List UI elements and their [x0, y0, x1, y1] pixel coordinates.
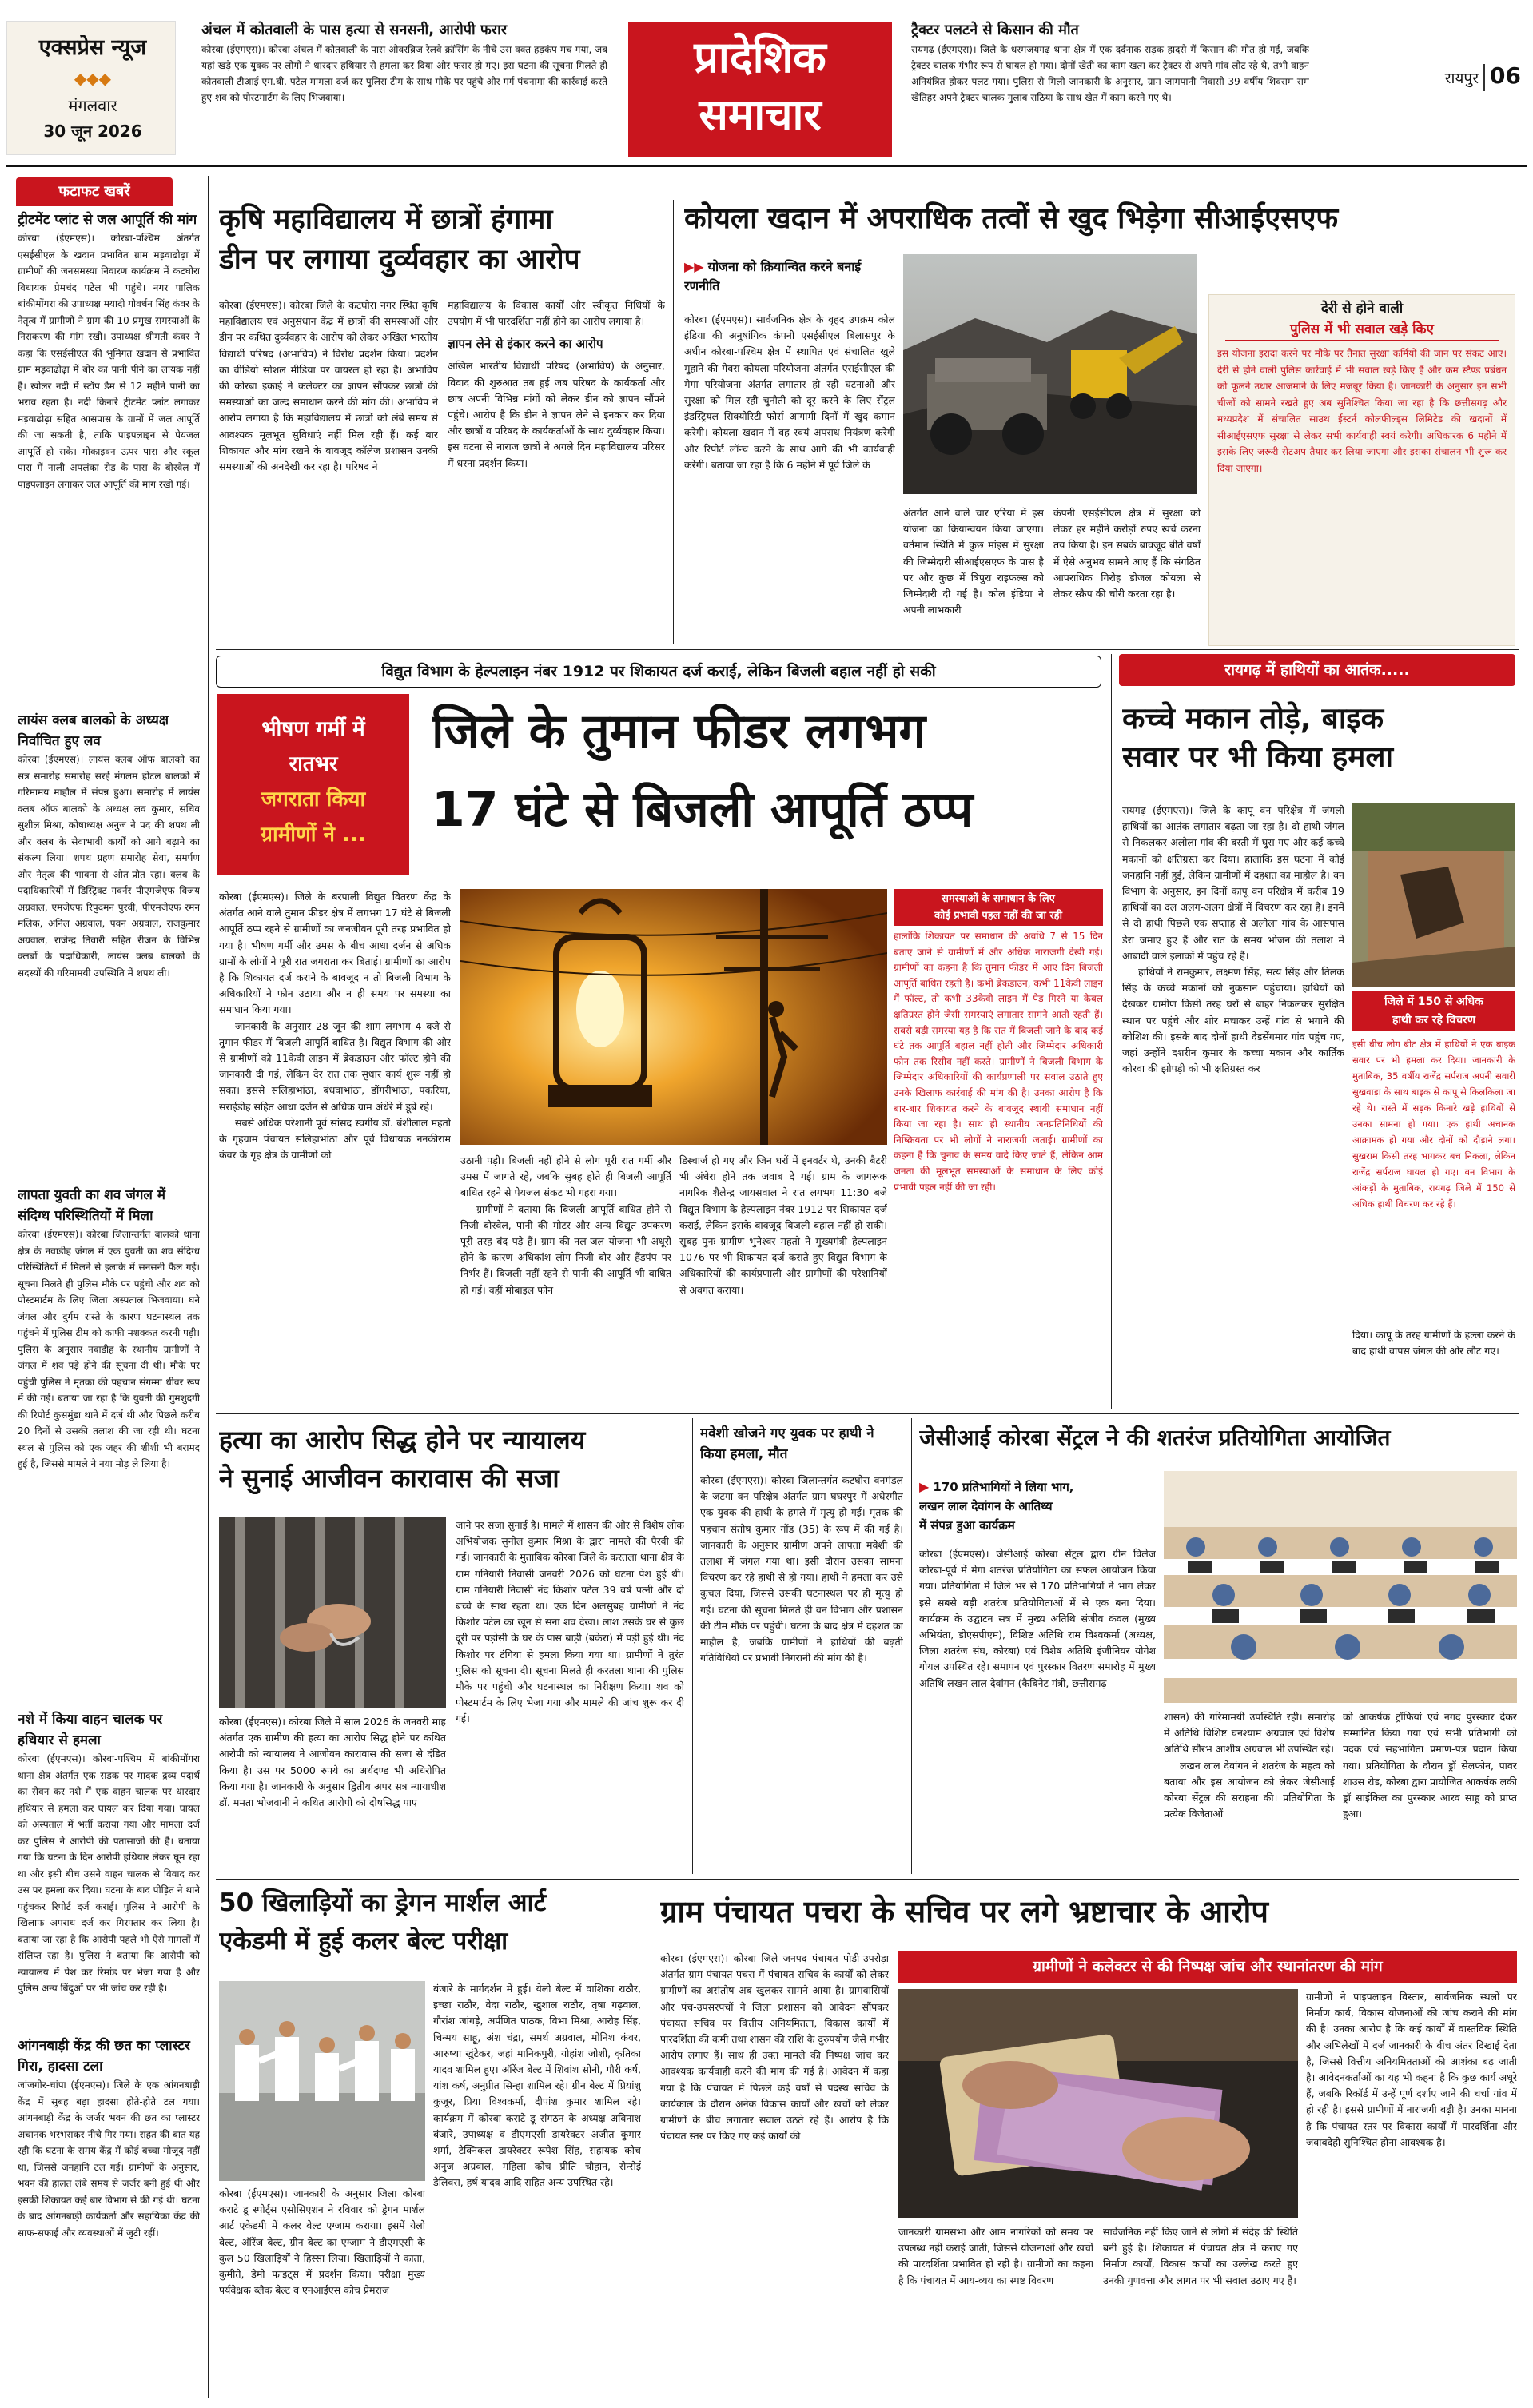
- damaged-house-photo: [1352, 803, 1515, 987]
- elephant-col1-wrap: रायगढ़ (ईएमएस)। जिले के कापू वन परिक्षेत्र में जंगली हाथियों का आतंक लगातार बढ़ता जा रहा है। दो हाथी जंगल से निकलकर अलोला गांव की बस्ती में घुस गए और कई कच्चे मकानों को क्षतिग्रस्त कर दिया। हालांकि इस घटना में कोई जनहानि नहीं हुई, लेकिन ग्रामीणों में दहशत का माहौल है। वन विभाग के अनुसार, इन दिनों कापू वन परिक्षेत्र में करीब 19 हाथियों का दल अलग-अलग क्षेत्रों में विचरण कर रहा है। इनमें से दो हाथी पिछले एक सप्ताह से अलोला गांव के आसपास डेरा जमाए हुए हैं और रात के समय भोजन की तलाश में आबादी वाले इलाकों में पहुंच रहे हैं। हाथियों ने रामकुमार, लक्ष्मण सिंह, सत्य सिंह और तिलक सिंह के कच्चे मकानों को नुकसान पहुंचाया। हाथियों को देखकर ग्रामीण किसी तरह घरों से बाहर निकलकर सुरक्षित स्थान पर पहुंचे और शोर मचाकर उन्हें गांव से भगाने की कोशिश की। इसके बाद दोनों हाथी देडसेंगमार गांव पहुंच गए, जहां उन्होंने दशरीन कुमार के कच्चा मकान और कार्तिक कोरवा की झोपड़ी को भी क्षतिग्रस्त कर: [1122, 804, 1344, 1075]
- agri-col2-top: महाविद्यालय के विकास कार्यों और स्वीकृत निधियों के उपयोग में भी पारदर्शिता नहीं होने का आरोप लगाया है।: [448, 299, 665, 328]
- fatafat-item1-title: ट्रीटमेंट प्लांट से जल आपूर्ति की मांग: [18, 212, 197, 228]
- karate-col2: बंजारे के मार्गदर्शन में हुई। येलो बेल्ट में वाशिका राठौर, इच्छा राठौर, वेदा राठौर, खुशाल राठौर, तृषा गढ़वाल, गौरांश जांगड़े, अर्पणित पाठक, विभा मिश्रा, आरोह सिंह, चिन्मय साहू, अंश चंद्रा, समर्थ अग्रवाल, मोनिश कंवर, आरुष्या खुंटेकर, जहां मानिकपुरी, योहांश जोशी, कृतिका यादव शामिल हुए। ऑरेंज बेल्ट में शिवांश सोनी, गौरी कर्ष, यांश कर्ष, अनुप्रीत सिन्हा शामिल रहे। ग्रीन बेल्ट में प्रियांशु कुजूर, प्रिया विश्वकर्मा, दीपांश कुमार शामिल रहे। कार्यक्रम में कोरबा कराटे डू संगठन के अध्यक्ष अविनाश बंजारे, उपाध्यक्ष व डीएमएसी डायरेक्टर अजीत कुमार शर्मा, टेक्निकल डायरेक्टर रूपेश सिंह, सहायक कोच अनुज अग्रवाल, महिला कोच प्रीति चौहान, सेन्सेई डेलिवस, हर्ष यादव आदि सहित अन्य उपस्थित रहे।: [433, 1983, 641, 2189]
- power-headline-line2: 17 घंटे से बिजली आपूर्ति ठप्प: [432, 782, 974, 838]
- kicker-arrow-icon: ▶: [919, 1479, 930, 1494]
- coal-col2: अंतर्गत आने वाले चार एरिया में इस योजना का क्रियान्वयन किया जाएगा। वर्तमान स्थिति में कुछ मांइस में सुरक्षा की जिम्मेदारी सीआईएसएफ के पास है पर और कुछ में त्रिपुरा राइफल्स को जिम्मेदारी दी गई है। कोल इंडिया ने अपनी लाभकारी: [903, 507, 1044, 616]
- coal-sidebox: [1208, 294, 1515, 646]
- elephant-count-box: जिले में 150 से अधिक हाथी कर रहे विचरण: [1352, 991, 1515, 1031]
- top-left-brief-text: कोरबा (ईएमएस)। कोरबा अंचल में कोतवाली के पास ओवरब्रिज रेलवे क्रॉसिंग के नीचे उस वक्त हड़कंप मच गया, जब यहां खड़े एक युवक पर लोगों ने धारदार हथियार से हमला कर दिया और फरार हो गए। इस घटना की सूचना मिलते ही कोतवाली टीआई एम.बी. पटेल मामला दर्ज कर पुलिस टीम के साथ मौके पर पहुंचे और मर्ग पंचनामा की कार्रवाई करते हुए शव को पोस्टमार्टम के लिए भिजवाया।: [201, 44, 607, 103]
- chess-headline: जेसीआई कोरबा सेंट्रल ने की शतरंज प्रतियोगिता आयोजित: [919, 1425, 1391, 1451]
- coal-sidebox-title-line2: पुलिस में भी सवाल खड़े किए: [1225, 319, 1499, 341]
- cattle-headline: मवेशी खोजने गए युवक पर हाथी ने किया हमला, मौत: [700, 1425, 874, 1462]
- panchayat-headline: ग्राम पंचायत पचरा के सचिव पर लगे भ्रष्टाचार के आरोप: [660, 1894, 1268, 1929]
- power-problem-text: हालांकि शिकायत पर समाधान की अवधि 7 से 15 दिन बताए जाने से ग्रामीणों में और अधिक नाराजगी देखी गई। ग्रामीणों का कहना है कि तुमान फीडर में आए दिन बिजली आपूर्ति बाधित रहती है। कभी ब्रेकडाउन, कभी 11केवी लाइन में फॉल्ट, तो कभी 33केवी लाइन में पेड़ गिरने या केबल क्षतिग्रस्त होने जैसी समस्याएं लगातार सामने आती रहती हैं। सबसे बड़ी समस्या यह है कि रात में बिजली जाने के बाद कई घंटे तक आपूर्ति बहाल नहीं होती और जिम्मेदार अधिकारी फोन तक रिसीव नहीं करते। ग्रामीणों ने बिजली विभाग के जिम्मेदार अधिकारियों की कार्यप्रणाली पर सवाल उठाते हुए उनके खिलाफ कार्रवाई की मांग की है। उनका आरोप है कि बार-बार शिकायत करने के बावजूद स्थायी समाधान नहीं किया जा रहा है। साथ ही स्थानीय जनप्रतिनिधियों की निष्क्रियता पर भी लोगों ने नाराजगी जताई। ग्रामीणों का कहना है कि चुनाव के समय वादे किए जाते हैं, लेकिन आम जनता की मूलभूत समस्याओं के समाधान के लिए कोई प्रभावी पहल नहीं की जा रही।: [894, 931, 1103, 1193]
- section-title-line1: प्रादेशिक: [694, 32, 826, 82]
- day: मंगलवार: [68, 96, 117, 115]
- elephant-col2: दिया। कापू के तरह ग्रामीणों के हल्ला करने के बाद हाथी वापस जंगल की ओर लौट गए।: [1352, 1329, 1515, 1357]
- agri-headline-line1: कृषि महाविद्यालय में छात्रों हंगामा: [219, 204, 553, 236]
- murder-cattle-rule: [692, 1418, 693, 1874]
- fatafat-item1-text: कोरबा (ईएमएस)। कोरबा-पश्चिम अंतर्गत एसईसीएल के खदान प्रभावित ग्राम मड़वाढोढ़ा में ग्रामीणों की जनसमस्या निवारण कार्यक्रम में कटघोरा विधायक प्रेमचंद पटेल भी पहुंचे। नगर पालिक बांकीमोंगरा की उपाध्यक्ष मयादी गोवर्धन सिंह कंवर के नेतृत्व में ग्रामीणों ने ग्राम की 10 प्रमुख समस्याओं के निराकरण की मांग रखी। उपाध्यक्ष श्रीमती कंवर ने कहा कि एसईसीएल की भूमिगत खदान से प्रभावित ग्राम मड़वाढोढ़ा में बोर का पानी पीने का लायक नहीं है। खोलर नदी में स्टॉप डैम से 12 महीने पानी का भराव रहता है। नदी किनारे ट्रीटमेंट प्लांट लगाकर मड़वाढोढ़ा सहित आसपास के ग्रामों में जल आपूर्ति की जा सकती है, ताकि पाइपलाइन से पेयजल आपूर्ति हो सके। मोकाइवन ऊपर पारा और स्कूल पारा में नाली अपलंका रोड़ के पास के बोरवेल में पाइपलाइन लगाकर जल आपूर्ति की मांग रखी गई।: [18, 233, 200, 490]
- murder-headline-line2: ने सुनाई आजीवन कारावास की सजा: [219, 1463, 559, 1493]
- page-separator: [1483, 64, 1485, 91]
- top-right-brief-text: रायगढ़ (ईएमएस)। जिले के धरमजयगढ़ थाना क्षेत्र में एक दर्दनाक सड़क हादसे में किसान की मौत हो गई, जबकि ट्रैक्टर चालक गंभीर रूप से घायल हो गया। दोनों खेती का काम खत्म कर ट्रैक्टर से अपने गांव लौट रहे थे, तभी वाहन अनियंत्रित होकर पलट गया। पुलिस से मिली जानकारी के अनुसार, ग्राम जामपानी निवासी 39 वर्षीय शिवराम राम खेतिहर अपने ट्रैक्टर चालक गुलाब राठिया के साथ खेत में काम करने गए थे।: [911, 44, 1309, 103]
- coal-headline: कोयला खदान में अपराधिक तत्वों से खुद भिड़ेगा सीआईएसएफ: [684, 202, 1339, 235]
- murder-col2: जाने पर सजा सुनाई है। मामले में शासन की ओर से विशेष लोक अभियोजक सुनील कुमार मिश्रा के द्वारा मामले की पैरवी की गई। जानकारी के मुताबिक कोरबा जिले के करतला थाना क्षेत्र के ग्राम गनियारी निवासी जनवरी 2026 को घटना पेश हुई थी। ग्राम गनियारी निवासी नंद किशोर पटेल 39 वर्ष पत्नी और दो बच्चे के साथ रहता था। एक दिन अलसुबह ग्रामीणों ने नंद किशोर पटेल का खून से सना शव देखा। लाश उसके घर से कुछ दूरी पर पड़ोसी के घर के पास बाड़ी (बकेरा) में पड़ी हुई थी। नंद किशोर पर टंगिया से हमला किया गया था। ग्रामीणों ने तुरंत पुलिस को सूचना दी। सूचना मिलते ही करतला थाना की पुलिस मौके पर पहुंची और घटनास्थल का निरीक्षण किया। शव को पोस्टमार्टम के लिए भेजा गया और मामले की जांच शुरू कर दी गई।: [456, 1519, 684, 1725]
- section-banner: [628, 22, 892, 157]
- coal-col3: कंपनी एसईसीएल क्षेत्र में सुरक्षा को लेकर हर महीने करोड़ों रुपए खर्च करना तय किया है। इन सबके बावजूद बीते वर्षों में ऐसे अनुभव सामने आए हैं कि संगठित आपराधिक गिरोह डीजल कोयला से लेकर स्क्रैप की चोरी करता रहा है।: [1053, 507, 1201, 600]
- karate-headline-line2: एकेडमी में हुई कलर बेल्ट परीक्षा: [219, 1927, 508, 1956]
- panchayat-band: ग्रामीणों ने कलेक्टर से की निष्पक्ष जांच और स्थानांतरण की मांग: [898, 1951, 1517, 1983]
- kicker-arrow-icon: ▶▶: [684, 259, 704, 274]
- fatafat-column: [18, 209, 200, 2400]
- fatafat-item2-text: कोरबा (ईएमएस)। लायंस क्लब ऑफ बालको का सत्र समारोह समारोह सरई मंगलम होटल बालको में गरिमामय माहौल में संपन्न हुआ। समारोह में लायंस क्लब ऑफ बालको के अध्यक्ष लव कुमार, सचिव सुशील मिश्रा, कोषाध्यक्ष अनुज ने पद की शपथ ली और क्लब के सेवाभावी कार्यों को आगे बढ़ाने का संकल्प लिया। शपथ ग्रहण समारोह सेवा, समर्पण और नेतृत्व की भावना से ओत-प्रोत रहा। क्लब के पदाधिकारियों में डिस्ट्रिक्ट गवर्नर पीएमजेएफ विजय अग्रवाल, एमजेएफ रिपुदमन पुरवी, पीएमजेएफ रमन मलिक, अनिल अग्रवाल, पवन अग्रवाल, राजकुमार अग्रवाल, राजेन्द्र तिवारी सहित रीजन के विभिन्न क्लबों के पदाधिकारी, लायंस क्लब बालको के सदस्यों की गरिमामयी उपस्थिति में शपथ ली।: [18, 754, 200, 979]
- agri-col2: अखिल भारतीय विद्यार्थी परिषद (अभाविप) के अनुसार, विवाद की शुरुआत तब हुई जब परिषद के कार्यकर्ता और छात्र अपनी विभिन्न मांगों को लेकर डीन को ज्ञापन सौंपने पहुंचे। आरोप है कि डीन ने ज्ञापन लेने से इनकार कर दिया और छात्रों व परिषद के कार्यकर्ताओं के साथ दुर्व्यवहार किया। इस घटना से नाराज छात्रों ने अगले दिन महाविद्यालय परिसर में धरना-प्रदर्शन किया।: [448, 360, 665, 469]
- panchayat-col4: ग्रामीणों ने पाइपलाइन विस्तार, सार्वजनिक स्थलों पर निर्माण कार्य, विकास योजनाओं की जांच कराने की मांग की है। उनका आरोप है कि कई कार्यों में वास्तविक स्थिति और अभिलेखों में दर्ज जानकारी के बीच अंतर दिखाई देता है, जिससे वित्तीय अनियमितताओं की आशंका बढ़ जाती है। आवेदनकर्ताओं का यह भी कहना है कि कुछ कार्य अधूरे हैं, जबकि रिकॉर्ड में उन्हें पूर्ण दर्शाए जाने की चर्चा गांव में हो रही है। इससे ग्रामीणों में नाराजगी बढ़ी है। उनका मानना है कि पंचायत स्तर पर विकास कार्यों में पारदर्शिता और जवाबदेही सुनिश्चित होना आवश्यक है।: [1306, 1991, 1517, 2148]
- fatafat-item5-text: जांजगीर-चांपा (ईएमएस)। जिले के एक आंगनबाड़ी केंद्र में सुबह बड़ा हादसा होते-होते टल गया। आंगनबाड़ी केंद्र के जर्जर भवन की छत का प्लास्टर अचानक भरभराकर नीचे गिर गया। राहत की बात यह रही कि घटना के समय केंद्र में कोई बच्चा मौजूद नहीं था, जिससे जनहानि टल गई। ग्रामीणों के अनुसार, भवन की हालत लंबे समय से जर्जर बनी हुई थी और इसकी शिकायत कई बार विभाग से की गई थी। घटना के बाद आंगनबाड़ी कार्यकर्ता और सहायिका केंद्र की साफ-सफाई और व्यवस्थाओं में जुटी रहीं।: [18, 2079, 200, 2239]
- diamond-ornament: ◆◆◆: [74, 69, 112, 88]
- money-photo: [898, 1989, 1298, 2218]
- top-left-brief: [201, 19, 607, 155]
- agri-subhead: ज्ञापन लेने से इंकार करने का आरोप: [448, 337, 603, 352]
- chess-hall-photo: [1164, 1471, 1517, 1703]
- power-redbox: भीषण गर्मी में रातभर जगराता किया ग्रामीणों ने ...: [217, 694, 409, 875]
- karate-col1: कोरबा (ईएमएस)। जानकारी के अनुसार जिला कोरबा कराटे डू स्पोर्ट्स एसोसिएशन ने रविवार को ड्रेगन मार्शल आर्ट एकेडमी में कलर बेल्ट एग्जाम कराया। इसमें येलो बेल्ट, ऑरेंज बेल्ट, ग्रीन बेल्ट का एग्जाम ने डीएमएसी के कुल 50 खिलाड़ियों ने हिस्सा लिया। खिलाड़ियों ने काता, कुमीते, डेमो फाइट्स में प्रदर्शन किया। परीक्षा मुख्य पर्यवेक्षक ब्लैक बेल्ट व एनआईएस कोच प्रेमराज: [219, 2187, 425, 2297]
- elephant-topline: रायगढ़ में हाथियों का आतंक.....: [1119, 654, 1515, 686]
- agri-col1: कोरबा (ईएमएस)। कोरबा जिले के कटघोरा नगर स्थित कृषि महाविद्यालय एवं अनुसंधान केंद्र में छात्रों की समस्याओं और डीन पर कथित दुर्व्यवहार के आरोप को लेकर अखिल भारतीय विद्यार्थी परिषद (अभाविप) ने विरोध प्रदर्शन किया। प्रदर्शन का वीडियो सोशल मीडिया पर वायरल हो रहा है। अभाविप की कोरबा इकाई ने कलेक्टर का ज्ञापन सौंपकर छात्रों की समस्याओं का जल्द समाधान करने की मांग की। अभाविप ने आरोप लगाया है कि महाविद्यालय में छात्रों को लंबे समय से आवश्यक मूलभूत सुविधाएं नहीं मिल रही हैं। कई बार शिकायत और मांग रखने के बावजूद कॉलेज प्रशासन उनकी समस्याओं की अनदेखी कर रहा है। परिषद ने: [219, 299, 438, 473]
- agri-headline-line2: डीन पर लगाया दुर्व्यवहार का आरोप: [219, 244, 580, 276]
- coal-sidebox-text: इस योजना इरादा करने पर मौके पर तैनात सुरक्षा कर्मियों की जान पर संकट आए। देरी से होने वाली पुलिस कार्रवाई में भी सवाल खड़े किए हैं और कम स्टैण्ड प्रबंधन को फूलने उधार आजमाने के लिए मजबूर किया है। जानकारी के अनुसार इन सभी चीजों को सामने रखते हुए अब सुनिश्चित किया जा रहा है कि छत्तीसगढ़ और मध्यप्रदेश में संचालित साउथ ईस्टर्न कोलफील्ड्स लिमिटेड की खदानों में सीआईएसएफ सुरक्षा से लेकर सभी कार्यवाही स्वयं करेगी। अधिकारक 6 महीने में इसके लिए जरूरी सेटअप तैयार कर लिया जाएगा और इसका संचालन भी शुरू कर दिया जाएगा।: [1217, 348, 1507, 474]
- lantern-photo: [460, 889, 887, 1145]
- chess-kicker: ▶ 170 प्रतिभागियों ने लिया भाग, लखन लाल देवांगन के आतिथ्य में संपन्न हुआ कार्यक्रम: [919, 1479, 1074, 1533]
- power-topline-box: विद्युत विभाग के हेल्पलाइन नंबर 1912 पर शिकायत दर्ज कराई, लेकिन बिजली बहाल नहीं हो सकी: [216, 656, 1101, 688]
- chess-col1: कोरबा (ईएमएस)। जेसीआई कोरबा सेंट्रल द्वारा ग्रीन विलेज कोरबा-पूर्व में मेगा शतरंज प्रतियोगिता का सफल आयोजन किया गया। प्रतियोगिता में जिले भर से 170 प्रतिभागियों ने भाग लेकर इसे सबसे बड़ी शतरंज प्रतियोगिताओं में से एक बना दिया। कार्यक्रम के उद्घाटन सत्र में मुख्य अतिथि संजीव कंवल (मुख्य अभियंता, डीएसपीएम), विशिष्ट अतिथि राम विश्वकर्मा (अध्यक्ष, जिला शतरंज संघ, कोरबा) एवं विशेष अतिथि इंजीनियर योगेश गोयल उपस्थित रहे। समापन एवं पुरस्कार वितरण समारोह में मुख्य अतिथि लखन लाल देवांगन (कैबिनेट मंत्री, छत्तीसगढ़: [919, 1548, 1156, 1689]
- agri-col2-wrap: [448, 297, 665, 641]
- murder-headline-line1: हत्या का आरोप सिद्ध होने पर न्यायालय: [219, 1425, 586, 1455]
- power-headline-line1: जिले के तुमान फीडर लगभग: [432, 704, 926, 759]
- fatafat-item4-text: कोरबा (ईएमएस)। कोरबा-पश्चिम में बांकीमोंगरा थाना क्षेत्र अंतर्गत एक सड़क पर मादक द्रव्य पदार्थ का सेवन कर नशे में एक वाहन चालक पर धारदार हथियार से हमला कर घायल कर दिया गया। घायल को अस्पताल में भर्ती कराया गया और मामला दर्ज कर पुलिस ने आरोपी की पतासाजी की है। बताया गया कि घटना के दिन आरोपी हथियार लेकर घूम रहा था और इसी बीच उसने वाहन चालक से विवाद कर उस पर हमला कर दिया। घटना के बाद पीड़ित ने थाने पहुंचकर रिपोर्ट दर्ज कराई। पुलिस ने आरोपी के खिलाफ अपराध दर्ज कर गिरफ्तार कर लिया है। बताया जा रहा है कि आरोपी पहले भी ऐसे मामलों में संलिप्त रहा है। पुलिस ने बताया कि आरोपी को न्यायालय में पेश कर रिमांड पर भेजा गया है और पुलिस अन्य बिंदुओं पर भी जांच कर रही है।: [18, 1753, 200, 1994]
- cattle-text: कोरबा (ईएमएस)। कोरबा जिलान्तर्गत कटघोरा वनमंडल के जटगा वन परिक्षेत्र अंतर्गत ग्राम घघरपुर में अधेरगीत एक युवक की हाथी के हमले में मृत्यु हो गई। मृतक की पहचान संतोष कुमार गोंड (35) के रूप में की गई है। जानकारी के अनुसार ग्रामीण अपने लापता मवेशी की तलाश में जंगल गया था। इसी दौरान उसका सामना विचरण कर रहे हाथी से हो गया। हाथी ने हमला कर उसे कुचल दिया, जिससे उसकी घटनास्थल पर ही मृत्यु हो गई। घटना की सूचना मिलते ही वन विभाग और प्रशासन की टीम मौके पर पहुंची। घटना के बाद क्षेत्र में दहशत का माहौल है, जबकि ग्रामीणों ने हाथियों की बढ़ती गतिविधियों पर प्रभावी निगरानी की मांग की है।: [700, 1474, 903, 1664]
- power-col2-wrap: उठानी पड़ी। बिजली नहीं होने से लोग पूरी रात गर्मी और उमस में जागते रहे, जबकि सुबह होते ही बिजली आपूर्ति बाधित रहने से पेयजल संकट भी गहरा गया। ग्रामीणों ने बताया कि बिजली आपूर्ति बाधित होने से निजी बोरवेल, पानी की मोटर और अन्य विद्युत उपकरण पूरी तरह बंद पड़े हैं। ग्राम की नल-जल योजना भी अधूरी होने के कारण अधिकांश लोग निजी बोर और हैंडपंप पर निर्भर हैं। बिजली नहीं रहने से पानी की आपूर्ति भी बाधित हो गई। वहीं मोबाइल फोन: [460, 1154, 671, 1296]
- power-col3: डिस्चार्ज हो गए और जिन घरों में इनवर्टर थे, उनकी बैटरी भी अंधेरा होने तक जवाब दे गई। ग्राम के जागरूक नागरिक शैलेन्द्र जायसवाल ने रात लगभग 11:30 बजे विद्युत विभाग के हेल्पलाइन नंबर 1912 पर शिकायत दर्ज कराई, लेकिन इसके बावजूद बिजली बहाल नहीं हो सकी। सुबह पुनः ग्रामीण भुनेश्वर महतो ने मुख्यमंत्री हेल्पलाइन 1076 पर भी शिकायत दर्ज कराते हुए विद्युत विभाग के अधिकारियों की कार्यप्रणाली और ग्रामीणों की परेशानियों से अवगत कराया।: [679, 1154, 887, 1296]
- elephant-box-text: इसी बीच लोग बीट क्षेत्र में हाथियों ने एक बाइक सवार पर भी हमला कर दिया। जानकारी के मुताबिक, 35 वर्षीय राजेंद्र सर्पराज अपनी सवारी सुखवाड़ा के साथ बाइक से कापू से किलकिला जा रहे थे। रास्ते में सड़क किनारे खड़े हाथियों से उनका सामना हो गया। एक हाथी अचानक आक्रामक हो गया और दोनों को दौड़ाने लगा। सुखराम किसी तरह भागकर बच निकला, लेकिन राजेंद्र सर्पराज घायल हो गए। वन विभाग के आंकड़ों के मुताबिक, रायगढ़ जिले में 150 से अधिक हाथी विचरण कर रहे हैं।: [1352, 1039, 1515, 1210]
- fatafat-item2-title: लायंस क्लब बालको के अध्यक्ष निर्वाचित हुए लव: [18, 712, 169, 749]
- fatafat-item3-title: लापता युवती का शव जंगल में संदिग्ध परिस्थितियों में मिला: [18, 1187, 166, 1224]
- upper-row-rule: [216, 649, 1519, 650]
- paper-name: एक्सप्रेस न्यूज: [38, 35, 147, 60]
- jail-photo: [219, 1517, 446, 1708]
- coal-sidebox-title-line1: देरी से होने वाली: [1320, 301, 1404, 317]
- chess-col2-wrap: शासन) की गरिमामयी उपस्थिति रही। समारोह में अतिथि विशिष्ट घनश्याम अग्रवाल एवं विशेष अतिथि सौरभ आशीष अग्रवाल भी उपस्थित रहे। लखन लाल देवांगन ने शतरंज के महत्व को बताया और इस आयोजन को लेकर जेसीआई कोरबा सेंट्रल की सराहना की। प्रतियोगिता के प्रत्येक विजेताओं: [1164, 1711, 1335, 1820]
- panchayat-col1: कोरबा (ईएमएस)। कोरबा जिले जनपद पंचायत पोड़ी-उपरोड़ा अंतर्गत ग्राम पंचायत पचरा में पंचायत सचिव के कार्यों को लेकर ग्रामीणों का असंतोष अब खुलकर सामने आया है। ग्रामवासियों और पंच-उपसरपंचों ने जिला प्रशासन को आवेदन सौंपकर पंचायत सचिव पर वित्तीय अनियमितता, विकास कार्यों में पारदर्शिता की कमी तथा शासन की राशि के दुरुपयोग जैसे गंभीर आरोप लगाए हैं। साथ ही उक्त मामले की निष्पक्ष जांच कर आवश्यक कार्यवाही करने की मांग की गई है। आवेदन में कहा गया है कि पंचायत में पिछले कई वर्षों से पदस्थ सचिव के कार्यकाल के दौरान अनेक विकास कार्यों और खर्चों को लेकर ग्रामीणों के बीच लगातार सवाल उठते रहे हैं। आरोप है कि पंचायत स्तर पर किए गए कई कार्यों की: [660, 1952, 889, 2143]
- date: 30 जून 2026: [43, 122, 142, 141]
- elephant-headline-line1: कच्चे मकान तोड़े, बाइक: [1122, 701, 1384, 736]
- power-problem-box: समस्याओं के समाधान के लिए कोई प्रभावी पहल नहीं की जा रही: [894, 889, 1103, 926]
- cattle-chess-rule: [911, 1418, 912, 1874]
- fatafat-label-tab: फटाफट खबरें: [16, 177, 173, 206]
- fatafat-item4-title: नशे में किया वाहन चालक पर हथियार से हमला: [18, 1712, 163, 1748]
- agri-coal-rule: [673, 200, 674, 644]
- fatafat-item3-text: कोरबा (ईएमएस)। कोरबा जिलान्तर्गत बालको थाना क्षेत्र के नवाडीह जंगल में एक युवती का शव संदिग्ध परिस्थितियों में मिलने से इलाके में सनसनी फैल गई। सूचना मिलते ही पुलिस मौके पर पहुंची और शव को पोस्टमार्टम के लिए जिला अस्पताल भिजवाया। घने जंगल और दुर्गम रास्ते के कारण घटनास्थल तक पहुंचने में पुलिस टीम को काफी मशक्कत करनी पड़ी। पुलिस के अनुसार नवाडीह के स्थानीय ग्रामीणों ने जंगल में शव पड़े होने की सूचना दी थी। मौके पर पहुंची पुलिस ने मृतका की पहचान संगम्मा धीवर रूप में की गई। बताया जा रहा है कि युवती की गुमशुदगी की रिपोर्ट कुसमुंडा थाने में दर्ज थी और पिछले करीब 20 दिनों से उसकी तलाश की जा रही थी। घटना स्थल से पुलिस को एक जहर की शीशी भी बरामद हुई है, जिससे मामले ने नया मोड़ ले लिया है।: [18, 1229, 200, 1469]
- karate-headline-line1: 50 खिलाड़ियों का ड्रेगन मार्शल आर्ट: [219, 1888, 547, 1917]
- panchayat-col2: जानकारी ग्रामसभा और आम नागरिकों को समय पर उपलब्ध नहीं कराई जाती, जिससे योजनाओं और खर्चों की पारदर्शिता प्रभावित हो रही है। ग्रामीणों का कहना है कि पंचायत में आय-व्यय का स्पष्ट विवरण: [898, 2226, 1093, 2286]
- middle-row-rule: [216, 1413, 1519, 1414]
- masthead-rule: [6, 165, 1527, 167]
- middle-right-rule: [1111, 654, 1112, 1409]
- karate-photo: [219, 1981, 425, 2181]
- chess-col3: को आकर्षक ट्रॉफियां एवं नगद पुरस्कार देकर सम्मानित किया गया एवं सभी प्रतिभागी को पदक एवं सहभागिता प्रमाण-पत्र प्रदान किया गया। प्रतियोगिता के दौरान ड्रॉ सेलफोन, पावर शाउस रोड, कोरबा द्वारा प्रायोजित आकर्षक लकी ड्रॉ साईकिल का पुरस्कार आरव साहू को प्राप्त हुआ।: [1343, 1711, 1517, 1820]
- elephant-headline-line2: सवार पर भी किया हमला: [1122, 740, 1394, 774]
- left-column-rule: [208, 176, 209, 2398]
- murder-col1: कोरबा (ईएमएस)। कोरबा जिले में साल 2026 के जनवरी माह अंतर्गत एक ग्रामीण की हत्या का आरोप सिद्ध होने पर कथित आरोपी को न्यायालय ने आजीवन कारावास की सजा से दंडित किया है। उस पर 5000 रुपये का अर्थदण्ड भी अधिरोपित किया गया है। जानकारी के अनुसार द्वितीय अपर सत्र न्यायाधीश डॉ. ममता भोजवानी ने कथित आरोपी को दोषसिद्ध पाए: [219, 1716, 446, 1809]
- page-number: 06: [1490, 62, 1521, 89]
- coal-kicker: ▶▶ योजना को क्रियान्वित करने बनाई रणनीति: [684, 259, 862, 293]
- top-right-brief: [911, 19, 1309, 155]
- coal-mine-photo: [903, 254, 1197, 494]
- power-col1-wrap: कोरबा (ईएमएस)। जिले के बरपाली विद्युत वितरण केंद्र के अंतर्गत आने वाले तुमान फीडर क्षेत्र में लगभग 17 घंटे से बिजली आपूर्ति ठप्प रहने से ग्रामीणों का जनजीवन पूरी तरह प्रभावित हो गया है। भीषण गर्मी और उमस के बीच आधा दर्जन से अधिक ग्रामों के लोगों ने पूरी रात जगराता कर बिताई। ग्रामीणों का आरोप है कि शिकायत दर्ज कराने के बावजूद न तो बिजली विभाग के अधिकारियों ने फोन उठाया और न ही समय पर समस्या का समाधान किया गया। जानकारी के अनुसार 28 जून की शाम लगभग 4 बजे से तुमान फीडर में बिजली आपूर्ति बाधित है। विद्युत विभाग की ओर से ग्रामीणों को 11केवी लाइन में ब्रेकडाउन और फॉल्ट होने की जानकारी दी गई, लेकिन देर रात तक सुधार कार्य शुरू नहीं हो सका। इससे सलिहाभांठा, बंधवाभांठा, डोंगरीभांठा, पकरिया, सराईडीह सहित आधा दर्जन से अधिक ग्राम अंधेरे में डूबे रहे। सबसे अधिक परेशानी पूर्व सांसद स्वर्गीय डॉ. बंशीलाल महतो के गृहग्राम पंचायत सलिहाभांठा और पूर्व विधायक ननकीराम कंवर के गृह क्षेत्र के ग्रामीणों को: [219, 891, 451, 1162]
- section-title-line2: समाचार: [699, 90, 822, 140]
- top-right-brief-title: ट्रैक्टर पलटने से किसान की मौत: [911, 22, 1079, 38]
- lower-row-rule: [216, 1879, 1519, 1880]
- coal-col1: कोरबा (ईएमएस)। सार्वजनिक क्षेत्र के वृहद उपक्रम कोल इंडिया की अनुषांगिक कंपनी एसईसीएल बिलासपुर के अधीन कोरबा-पश्चिम क्षेत्र में स्थापित एवं संचालित खुले मुहाने की गेवरा कोयला परियोजना अंतर्गत एसईसीएल की मेगा परियोजना अंतर्गत लगातार हो रही घटनाओं और सुरक्षा को मिल रही चुनौती को दूर करने के लिए सेंट्रल इंडस्ट्रियल सिक्योरिटी फोर्स आगामी दिनों में खुद कमान करेगी। कोयला खदान में वह स्वयं अपराध नियंत्रण करेगी और रिपोर्ट लॉन्च करने के साथ आगे की भी कार्यवाही करेगी। बताया जा रहा है कि 6 महीने में पूर्व जिले के: [684, 313, 895, 471]
- top-left-brief-title: अंचल में कोतवाली के पास हत्या से सनसनी, आरोपी फरार: [201, 22, 508, 38]
- fatafat-item5-title: आंगनबाड़ी केंद्र की छत का प्लास्टर गिरा, हादसा टला: [18, 2038, 190, 2075]
- city-label: रायपुर: [1444, 70, 1479, 87]
- panchayat-col3: सार्वजनिक नहीं किए जाने से लोगों में संदेह की स्थिति बनी हुई है। शिकायत में पंचायत क्षेत्र में कराए गए निर्माण कार्यों, विकास कार्यों का उल्लेख करते हुए उनकी गुणवत्ता और लागत पर भी सवाल उठाए गए हैं।: [1103, 2226, 1298, 2286]
